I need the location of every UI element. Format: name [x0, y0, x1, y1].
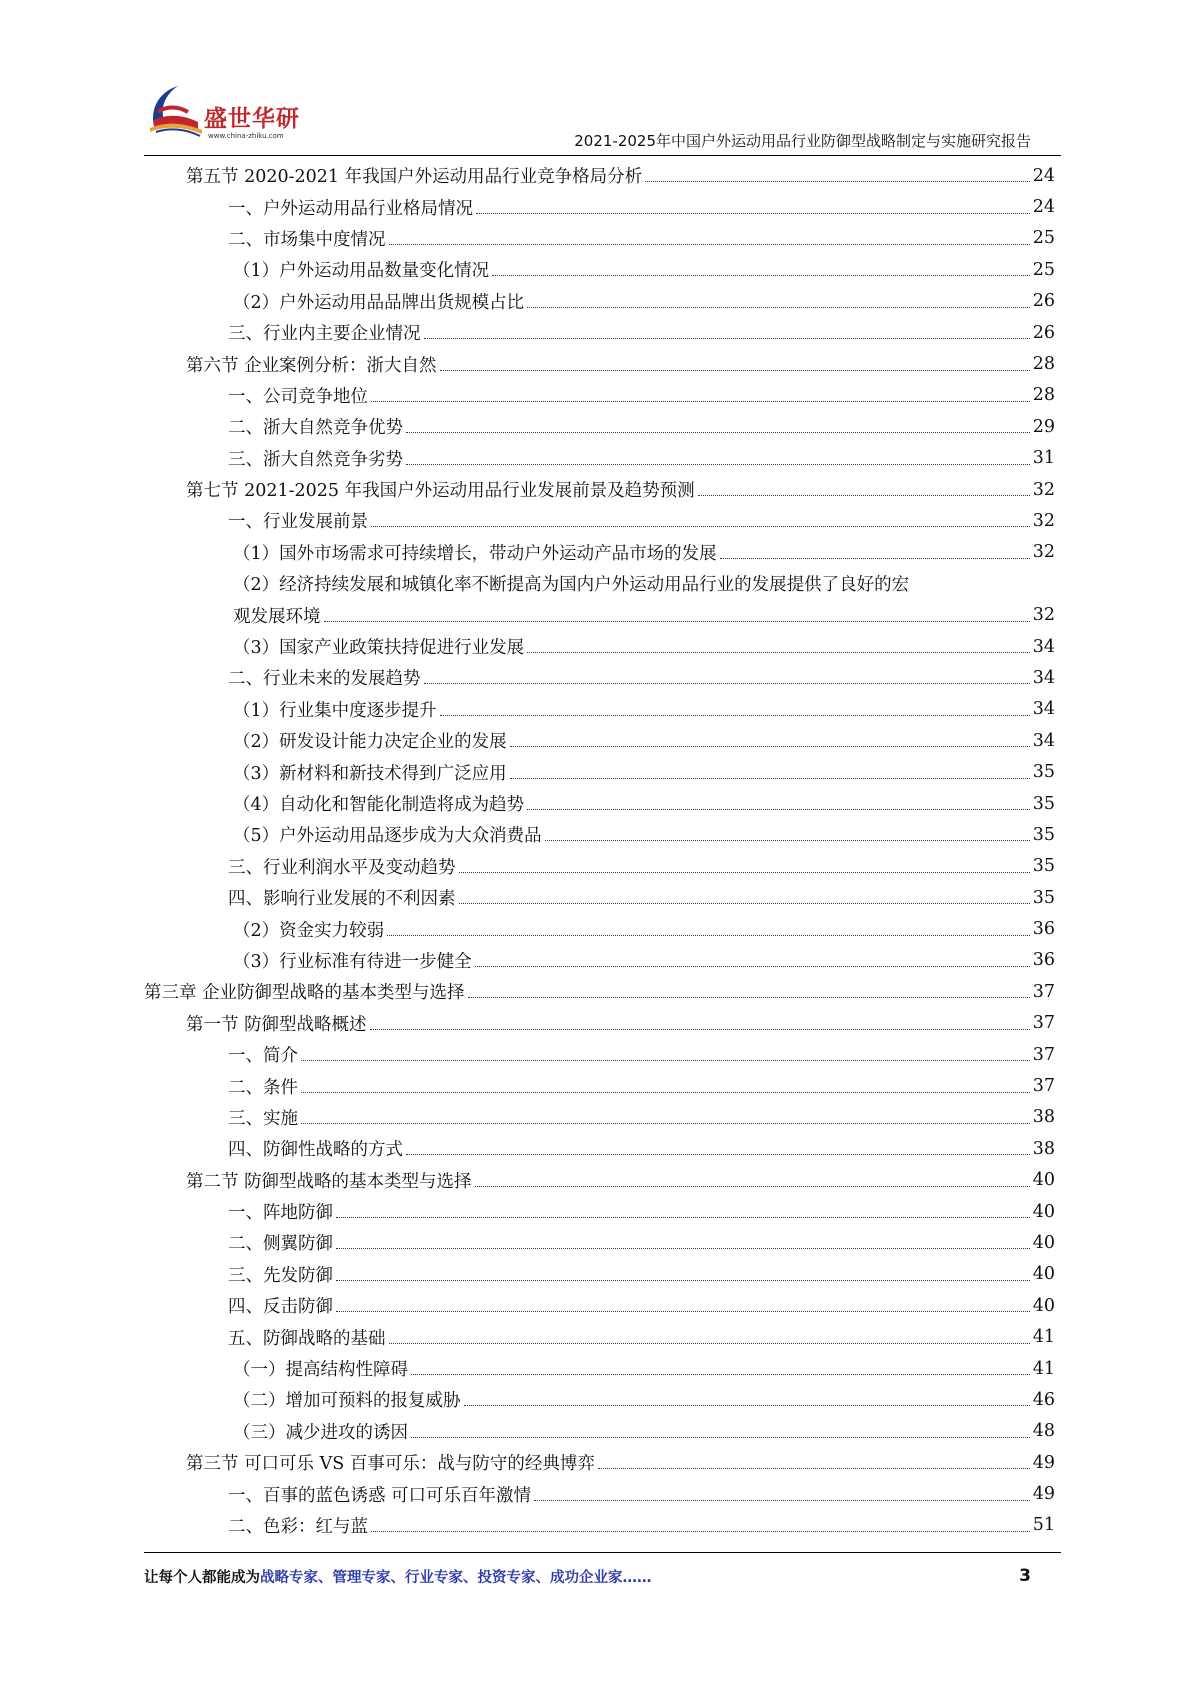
toc-entry[interactable] — [144, 599, 1055, 630]
toc-entry[interactable] — [144, 380, 1055, 411]
footer-slogan-highlight: 战略专家、管理专家、行业专家、投资专家、成功企业家…… — [260, 1570, 652, 1586]
toc-entry-title: 第五节 2020-2021 年我国户外运动用品行业竞争格局分析 — [186, 167, 643, 188]
toc-leader-dots — [545, 840, 1030, 841]
toc-entry-page: 25 — [1032, 259, 1055, 280]
toc-entry[interactable] — [144, 725, 1055, 756]
toc-entry-title: （4）自动化和智能化制造将成为趋势 — [233, 795, 525, 815]
toc-leader-dots — [475, 966, 1030, 967]
toc-entry-title: （三）减少进攻的诱因 — [233, 1422, 408, 1443]
toc-entry-page: 48 — [1032, 1421, 1055, 1442]
logo-name: 盛世华研 — [204, 106, 300, 132]
toc-entry[interactable] — [144, 505, 1055, 536]
toc-entry[interactable] — [144, 851, 1055, 882]
toc-entry-page: 31 — [1032, 448, 1055, 469]
header-divider — [144, 155, 1061, 156]
toc-leader-dots — [527, 809, 1030, 810]
toc-entry-title: 五、防御战略的基础 — [228, 1328, 386, 1349]
toc-leader-dots — [527, 652, 1030, 653]
page-number: 3 — [1019, 1566, 1031, 1586]
toc-leader-dots — [406, 432, 1030, 433]
toc-entry-page: 40 — [1032, 1201, 1055, 1222]
toc-entry-title: （5）户外运动用品逐步成为大众消费品 — [233, 826, 542, 847]
toc-entry-page: 40 — [1032, 1232, 1055, 1253]
toc-entry[interactable] — [144, 1353, 1055, 1384]
toc-entry[interactable] — [144, 1416, 1055, 1447]
toc-entry-title: 二、侧翼防御 — [228, 1234, 333, 1255]
toc-entry-page: 37 — [1032, 1076, 1055, 1097]
page-footer — [144, 1566, 1061, 1590]
toc-entry-page: 38 — [1032, 1107, 1055, 1128]
toc-entry-page: 35 — [1032, 856, 1055, 877]
toc-leader-dots — [411, 1437, 1030, 1438]
toc-leader-dots — [406, 1154, 1030, 1155]
toc-leader-dots — [534, 1500, 1030, 1501]
logo-url: www.china-zhiku.com — [208, 132, 284, 140]
toc-leader-dots — [510, 746, 1030, 747]
toc-entry-title: 一、行业发展前景 — [228, 512, 368, 533]
toc-entry-title: 一、简介 — [228, 1046, 298, 1067]
toc-entry-title: 第七节 2021-2025 年我国户外运动用品行业发展前景及趋势预测 — [186, 481, 695, 502]
toc-leader-dots — [336, 1217, 1030, 1218]
toc-leader-dots — [336, 1311, 1030, 1312]
toc-leader-dots — [411, 1374, 1030, 1375]
toc-leader-dots — [527, 307, 1030, 308]
toc-entry-page: 25 — [1032, 228, 1055, 249]
toc-entry[interactable] — [144, 1070, 1055, 1101]
toc-entry-page: 32 — [1032, 542, 1055, 563]
toc-entry[interactable] — [144, 1384, 1055, 1415]
toc-entry[interactable] — [144, 443, 1055, 474]
toc-entry-title: （3）国家产业政策扶持促进行业发展 — [233, 638, 525, 659]
toc-entry[interactable] — [144, 631, 1055, 662]
toc-leader-dots — [476, 213, 1030, 214]
toc-entry-page: 49 — [1032, 1452, 1055, 1473]
toc-entry[interactable] — [144, 976, 1055, 1007]
toc-entry-title: （1）国外市场需求可持续增长，带动户外运动产品市场的发展 — [233, 543, 717, 564]
toc-entry[interactable] — [144, 1478, 1055, 1509]
toc-entry-title: 第二节 防御型战略的基本类型与选择 — [186, 1171, 472, 1192]
toc-entry[interactable] — [144, 254, 1055, 285]
toc-entry-title: 三、浙大自然竞争劣势 — [228, 449, 403, 470]
toc-leader-dots — [389, 244, 1030, 245]
toc-entry-page: 46 — [1032, 1389, 1055, 1410]
toc-leader-dots — [440, 370, 1030, 371]
toc-entry-title: 一、百事的蓝色诱惑 可口可乐百年激情 — [228, 1485, 532, 1506]
toc-entry-title: 四、防御性战略的方式 — [228, 1140, 403, 1161]
toc-entry-page: 28 — [1032, 385, 1055, 406]
toc-entry-title: 三、行业内主要企业情况 — [228, 324, 421, 345]
toc-entry-page: 36 — [1032, 919, 1055, 940]
toc-entry-title: 二、条件 — [228, 1077, 298, 1098]
toc-entry[interactable] — [144, 348, 1055, 379]
toc-entry-title: 三、实施 — [228, 1108, 298, 1129]
toc-entry-title: （2）研发设计能力决定企业的发展 — [233, 732, 507, 753]
toc-entry-page: 41 — [1032, 1358, 1055, 1379]
toc-entry-page: 36 — [1032, 950, 1055, 971]
toc-entry-title: 第三章 企业防御型战略的基本类型与选择 — [144, 983, 465, 1004]
toc-leader-dots — [598, 1468, 1030, 1469]
toc-entry-title: 观发展环境 — [233, 606, 321, 627]
toc-leader-dots — [389, 1343, 1030, 1344]
toc-entry[interactable] — [144, 411, 1055, 442]
toc-entry[interactable] — [144, 1290, 1055, 1321]
toc-entry-title: 二、浙大自然竞争优势 — [228, 418, 403, 439]
toc-entry-title: （1）行业集中度逐步提升 — [233, 700, 437, 721]
toc-entry-page: 35 — [1032, 762, 1055, 783]
toc-entry-page: 32 — [1032, 479, 1055, 500]
toc-entry-page: 38 — [1032, 1138, 1055, 1159]
toc-entry-page: 26 — [1032, 322, 1055, 343]
toc-entry-title: （3）行业标准有待进一步健全 — [233, 951, 472, 972]
toc-entry-title: 第三节 可口可乐 VS 百事可乐：战与防守的经典博弈 — [186, 1454, 595, 1475]
toc-leader-dots — [371, 401, 1030, 402]
toc-entry-title: （一）提高结构性障碍 — [233, 1360, 408, 1381]
toc-entry[interactable] — [144, 882, 1055, 913]
toc-entry-page: 35 — [1032, 887, 1055, 908]
toc-leader-dots — [459, 872, 1030, 873]
toc-entry-page: 34 — [1032, 699, 1055, 720]
toc-entry[interactable] — [144, 662, 1055, 693]
toc-leader-dots — [324, 621, 1030, 622]
toc-leader-dots — [301, 1060, 1030, 1061]
toc-entry-page: 29 — [1032, 416, 1055, 437]
toc-entry[interactable] — [144, 1227, 1055, 1258]
toc-entry-title: （2）户外运动用品品牌出货规模占比 — [233, 292, 525, 313]
toc-entry-title: 一、阵地防御 — [228, 1203, 333, 1224]
toc-entry[interactable] — [144, 223, 1055, 254]
toc-leader-dots — [459, 903, 1030, 904]
toc-entry-title: 三、先发防御 — [228, 1265, 333, 1286]
toc-leader-dots — [645, 181, 1030, 182]
toc-entry-page: 51 — [1032, 1515, 1055, 1536]
toc-entry-title: 三、行业利润水平及变动趋势 — [228, 857, 456, 878]
toc-entry[interactable] — [144, 191, 1055, 222]
toc-entry-page: 24 — [1032, 165, 1055, 186]
toc-entry-title: （2）资金实力较弱 — [233, 920, 385, 941]
toc-entry[interactable] — [144, 160, 1055, 191]
toc-leader-dots — [510, 778, 1030, 779]
toc-entry[interactable] — [144, 1259, 1055, 1290]
toc-entry-title: 第六节 企业案例分析：浙大自然 — [186, 355, 437, 376]
toc-entry[interactable] — [144, 788, 1055, 819]
toc-entry-page: 37 — [1032, 1013, 1055, 1034]
toc-entry[interactable] — [144, 317, 1055, 348]
toc-entry[interactable] — [144, 537, 1055, 568]
toc-leader-dots — [468, 997, 1030, 998]
toc-entry-page: 37 — [1032, 981, 1055, 1002]
toc-leader-dots — [371, 526, 1030, 527]
toc-leader-dots — [301, 1123, 1030, 1124]
toc-entry-page: 34 — [1032, 667, 1055, 688]
toc-leader-dots — [698, 495, 1030, 496]
toc-leader-dots — [720, 558, 1030, 559]
company-logo — [144, 80, 324, 150]
toc-entry[interactable] — [144, 286, 1055, 317]
toc-entry[interactable] — [144, 1039, 1055, 1070]
toc-entry[interactable] — [144, 819, 1055, 850]
toc-entry-title: 四、影响行业发展的不利因素 — [228, 889, 456, 910]
toc-entry[interactable] — [144, 1133, 1055, 1164]
toc-entry-page: 32 — [1032, 510, 1055, 531]
toc-entry-page: 35 — [1032, 824, 1055, 845]
toc-entry[interactable] — [144, 474, 1055, 505]
toc-entry[interactable] — [144, 756, 1055, 787]
toc-entry[interactable] — [144, 1008, 1055, 1039]
toc-entry[interactable] — [144, 1447, 1055, 1478]
toc-entry-page: 32 — [1032, 605, 1055, 626]
toc-entry-page: 37 — [1032, 1044, 1055, 1065]
toc-leader-dots — [492, 275, 1030, 276]
toc-entry-title: 二、行业未来的发展趋势 — [228, 669, 421, 690]
toc-entry[interactable] — [144, 568, 1055, 599]
toc-entry-page: 40 — [1032, 1295, 1055, 1316]
toc-leader-dots — [371, 1531, 1030, 1532]
toc-leader-dots — [475, 1186, 1030, 1187]
toc-entry-title: 二、色彩：红与蓝 — [228, 1516, 368, 1537]
toc-leader-dots — [406, 464, 1030, 465]
footer-divider — [144, 1552, 1061, 1553]
toc-entry-page: 26 — [1032, 291, 1055, 312]
toc-entry-page: 41 — [1032, 1327, 1055, 1348]
toc-entry[interactable] — [144, 1321, 1055, 1352]
toc-entry-page: 35 — [1032, 793, 1055, 814]
toc-leader-dots — [424, 338, 1030, 339]
toc-entry-page: 24 — [1032, 197, 1055, 218]
toc-entry[interactable] — [144, 1196, 1055, 1227]
toc-entry[interactable] — [144, 694, 1055, 725]
toc-entry-title: （1）户外运动用品数量变化情况 — [233, 261, 490, 282]
footer-slogan-prefix: 让每个人都能成为 — [144, 1570, 260, 1586]
toc-leader-dots — [464, 1405, 1030, 1406]
toc-leader-dots — [370, 1029, 1030, 1030]
toc-entry-page: 34 — [1032, 636, 1055, 657]
toc-entry[interactable] — [144, 913, 1055, 944]
toc-entry-title: 四、反击防御 — [228, 1297, 333, 1318]
toc-entry-title: （二）增加可预料的报复威胁 — [233, 1391, 461, 1412]
toc-entry[interactable] — [144, 1102, 1055, 1133]
page-header — [144, 80, 1061, 156]
toc-entry-title: 第一节 防御型战略概述 — [186, 1014, 367, 1035]
toc-entry-title: 二、市场集中度情况 — [228, 229, 386, 250]
toc-leader-dots — [387, 935, 1030, 936]
toc-entry[interactable] — [144, 1510, 1055, 1541]
toc-leader-dots — [301, 1092, 1030, 1093]
toc-entry-page: 40 — [1032, 1170, 1055, 1191]
toc-entry-title: （2）经济持续发展和城镇化率不断提高为国内户外运动用品行业的发展提供了良好的宏 — [233, 575, 910, 596]
toc-leader-dots — [440, 715, 1030, 716]
toc-leader-dots — [424, 683, 1030, 684]
toc-entry-page: 28 — [1032, 354, 1055, 375]
toc-entry-page: 34 — [1032, 730, 1055, 751]
toc-leader-dots — [336, 1280, 1030, 1281]
toc-leader-dots — [336, 1248, 1030, 1249]
toc-entry-page: 49 — [1032, 1484, 1055, 1505]
report-title: 2021-2025年中国户外运动用品行业防御型战略制定与实施研究报告 — [574, 132, 1031, 150]
toc-entry-page: 40 — [1032, 1264, 1055, 1285]
toc-entry-title: 一、公司竞争地位 — [228, 386, 368, 407]
toc-entry[interactable] — [144, 945, 1055, 976]
toc-entry-title: 一、户外运动用品行业格局情况 — [228, 198, 473, 219]
toc-entry[interactable] — [144, 1165, 1055, 1196]
table-of-contents — [144, 160, 1055, 1541]
toc-entry-title: （3）新材料和新技术得到广泛应用 — [233, 763, 507, 784]
logo-book-icon — [144, 80, 208, 142]
